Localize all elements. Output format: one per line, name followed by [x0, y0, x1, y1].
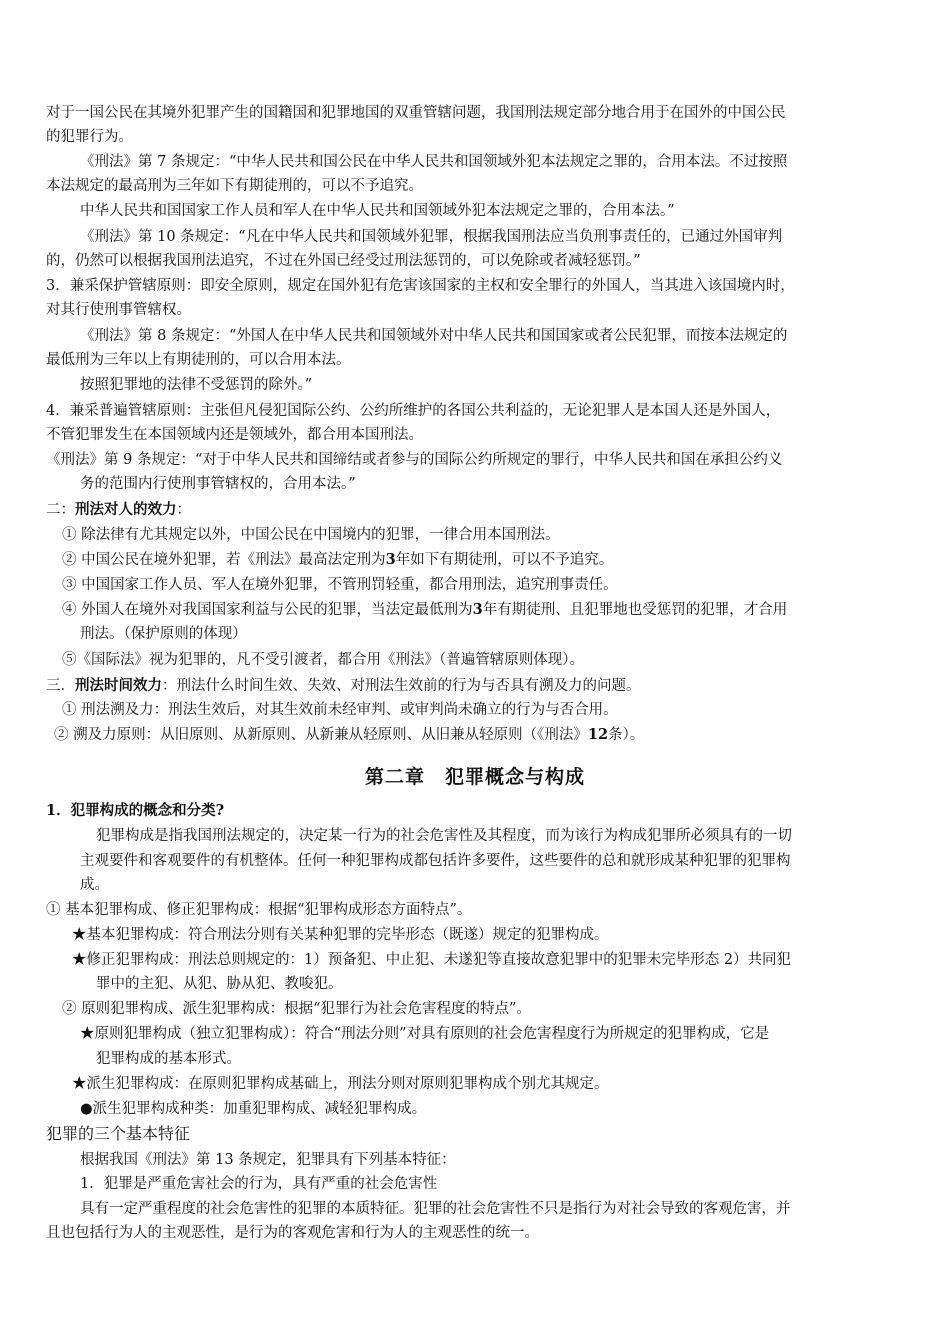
section-text: ：刑法什么时间生效、失效、对刑法生效前的行为与否具有溯及力的问题。	[162, 678, 641, 694]
list-item: ★基本犯罪构成：符合刑法分则有关某种犯罪的完毕形态（既遂）规定的犯罪构成。	[72, 927, 609, 943]
list-item: ★修正犯罪构成：刑法总则规定的：1）预备犯、中止犯、未遂犯等直接故意犯罪中的犯罪未完毕形态 2）共同犯	[72, 952, 792, 968]
list-item-text: 年如下有期徒刑，可以不予追究。	[395, 552, 614, 568]
list-item	[62, 548, 613, 572]
paragraph-line: 4．兼采普遍管辖原则：主张但凡侵犯国际公约、公约所维护的各国公共利益的，无论犯罪人是本国人还是外国人，	[46, 403, 781, 419]
list-item-text: 条）。	[608, 727, 645, 743]
paragraph-line: 的犯罪行为。	[46, 129, 133, 145]
list-item-continuation: 犯罪构成的基本形式。	[96, 1051, 241, 1067]
list-item-number: 12	[587, 726, 609, 743]
paragraph-line: 不管犯罪发生在本国领域内还是领域外，都合用本国刑法。	[46, 427, 423, 443]
list-item: ⑤《国际法》视为犯罪的，凡不受引渡者，都合用《刑法》（普遍管辖原则体现）。	[62, 652, 584, 668]
paragraph-line: 的，仍然可以根据我国刑法追究，不过在外国已经受过刑法惩罚的，可以免除或者减轻惩罚。”	[46, 253, 641, 269]
subsection-heading: 犯罪的三个基本特征	[46, 1124, 191, 1143]
list-item-text: ② 中国公民在境外犯罪，若《刑法》最高法定刑为	[62, 552, 386, 568]
paragraph-line: 成。	[80, 877, 109, 893]
list-item: ③ 中国国家工作人员、军人在境外犯罪，不管刑罚轻重，都合用刑法，追究刑事责任。	[62, 577, 618, 593]
list-item-number: 3	[472, 601, 483, 618]
paragraph-line: 务的范围内行使刑事管辖权的，合用本法。”	[80, 476, 356, 492]
list-item: ① 基本犯罪构成、修正犯罪构成：根据“犯罪构成形态方面特点”。	[46, 902, 472, 918]
list-item: ② 原则犯罪构成、派生犯罪构成：根据“犯罪行为社会危害程度的特点”。	[62, 1001, 531, 1017]
paragraph-line: 《刑法》第 7 条规定：“中华人民共和国公民在中华人民共和国领域外犯本法规定之罪的，合用本法。不过按照	[80, 154, 788, 170]
paragraph-line: 犯罪构成是指我国刑法规定的，决定某一行为的社会危害性及其程度，而为该行为构成犯罪所必须具有的一切	[96, 828, 792, 844]
list-item	[62, 598, 787, 622]
section-heading	[46, 498, 191, 522]
paragraph-line: 最低刑为三年以上有期徒刑的，可以合用本法。	[46, 352, 351, 368]
paragraph-line: 对其行使刑事管辖权。	[46, 302, 191, 318]
paragraph-line: 主观要件和客观要件的有机整体。任何一种犯罪构成都包括许多要件，这些要件的总和就形成某种犯罪的犯罪构	[80, 853, 791, 869]
paragraph-line: 按照犯罪地的法律不受惩罚的除外。”	[80, 377, 313, 393]
paragraph-line: 中华人民共和国国家工作人员和军人在中华人民共和国领域外犯本法规定之罪的，合用本法。”	[80, 203, 675, 219]
list-item	[54, 723, 644, 747]
list-item: ★派生犯罪构成：在原则犯罪构成基础上，刑法分则对原则犯罪构成个别尤其规定。	[72, 1076, 609, 1092]
paragraph-line: 1．犯罪是严重危害社会的行为，具有严重的社会危害性	[80, 1176, 438, 1192]
list-item-continuation: 罪中的主犯、从犯、胁从犯、教唆犯。	[96, 976, 343, 992]
list-item: ① 除法律有尤其规定以外，中国公民在中国境内的犯罪，一律合用本国刑法。	[62, 527, 560, 543]
paragraph-line: 3．兼采保护管辖原则：即安全原则，规定在国外犯有危害该国家的主权和安全罪行的外国人，当其进入该国境内时，	[46, 278, 795, 294]
paragraph-line: 《刑法》第 10 条规定：“凡在中华人民共和国领域外犯罪，根据我国刑法应当负刑事责任的，已通过外国审判	[80, 229, 783, 245]
list-item-continuation: 刑法。（保护原则的体现）	[80, 626, 247, 642]
section-colon: ：	[176, 502, 191, 518]
paragraph-line: 本法规定的最高刑为三年如下有期徒刑的，可以不予追究。	[46, 178, 423, 194]
paragraph-line: 根据我国《刑法》第 13 条规定，犯罪具有下列基本特征：	[80, 1152, 456, 1168]
list-item-number: 3	[385, 551, 396, 568]
section-title: 刑法时间效力	[75, 677, 162, 694]
list-item: ① 刑法溯及力：刑法生效后，对其生效前未经审判、或审判尚未确立的行为与否合用。	[62, 702, 618, 718]
paragraph-line: 且也包括行为人的主观恶性，是行为的客观危害和行为人的主观恶性的统一。	[46, 1225, 539, 1241]
section-title: 刑法对人的效力	[75, 501, 177, 518]
list-item-text: 年有期徒刑、且犯罪地也受惩罚的犯罪，才合用	[482, 602, 788, 618]
section-heading	[46, 674, 641, 698]
paragraph-line: 对于一国公民在其境外犯罪产生的国籍国和犯罪地国的双重管辖问题，我国刑法规定部分地合用于在国外的中国公民	[46, 105, 786, 121]
list-item-text: ② 溯及力原则：从旧原则、从新原则、从新兼从轻原则、从旧兼从轻原则（《刑法》	[54, 727, 588, 743]
paragraph-line: 《刑法》第 9 条规定：“对于中华人民共和国缔结或者参与的国际公约所规定的罪行，中华人民共和国在承担公约义	[46, 452, 783, 468]
list-item: ●派生犯罪构成种类：加重犯罪构成、减轻犯罪构成。	[80, 1101, 427, 1117]
section-number: 二：	[46, 502, 75, 518]
paragraph-line: 具有一定严重程度的社会危害性的犯罪的本质特征。犯罪的社会危害性不只是指行为对社会导致的客观危害，并	[80, 1201, 791, 1217]
section-number: 三．	[46, 678, 75, 694]
subsection-heading: 1．犯罪构成的概念和分类?	[46, 802, 225, 819]
chapter-title: 第二章 犯罪概念与构成	[364, 766, 585, 788]
list-item: ★原则犯罪构成（独立犯罪构成）：符合“刑法分则”对具有原则的社会危害程度行为所规定的犯罪构成，它是	[80, 1026, 770, 1042]
list-item-text: ④ 外国人在境外对我国国家利益与公民的犯罪，当法定最低刑为	[62, 602, 473, 618]
paragraph-line: 《刑法》第 8 条规定：“外国人在中华人民共和国领域外对中华人民共和国国家或者公民犯罪，而按本法规定的	[80, 328, 788, 344]
